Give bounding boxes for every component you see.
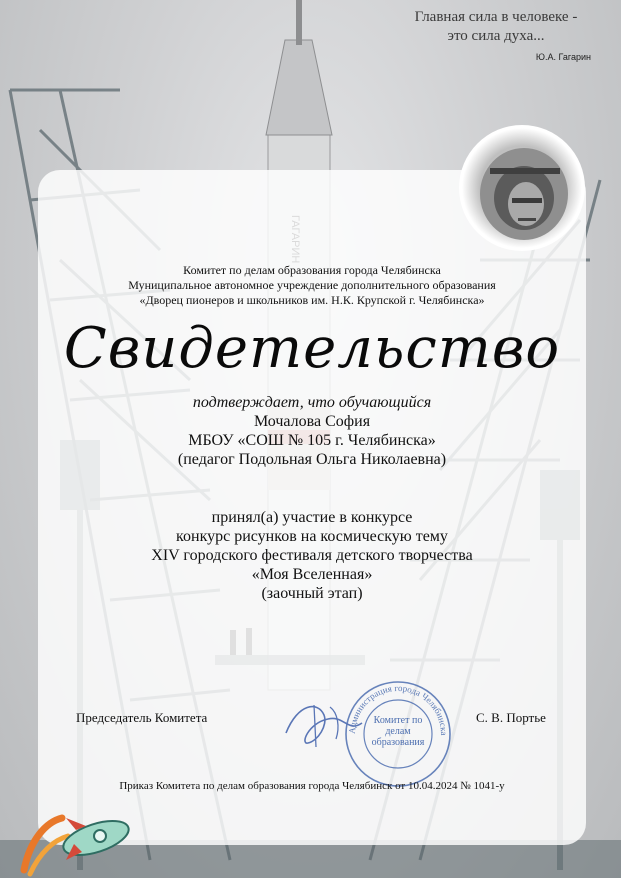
recipient-intro: подтверждает, что обучающийся (192, 394, 432, 411)
signer-role: Председатель Комитета (76, 710, 208, 725)
recipient-school: МБОУ «СОШ № 105 г. Челябинска» (188, 432, 436, 449)
signer-name: С. В. Портье (476, 710, 546, 725)
event-line-1: принял(а) участие в конкурсе (211, 509, 413, 526)
epigraph (401, 8, 591, 62)
certificate-title: Свидетельство (63, 316, 561, 381)
event-line-4: «Моя Вселенная» (251, 566, 373, 583)
event-line-3: XIV городского фестиваля детского творчества (151, 547, 473, 564)
organization-line-3: «Дворец пионеров и школьников им. Н.К. Крупской г. Челябинска» (139, 293, 485, 307)
organization-line-1: Комитет по делам образования города Челябинска (183, 263, 441, 277)
recipient-teacher: (педагог Подольная Ольга Николаевна) (177, 451, 447, 468)
epigraph-line-2: это сила духа... (447, 28, 545, 44)
epigraph-line-1: Главная сила в человеке - (414, 9, 578, 25)
recipient-name: Мочалова София (253, 413, 371, 430)
cartoon-rocket-icon (16, 800, 136, 878)
stamp-center-text: Комитет по делам образования (371, 715, 425, 748)
organization-line-2: Муниципальное автономное учреждение дополнительного образования (128, 278, 496, 292)
gagarin-portrait (462, 128, 582, 248)
handwritten-signature (278, 693, 370, 753)
order-reference: Приказ Комитета по делам образования города Челябинск от 10.04.2024 № 1041-у (119, 780, 505, 792)
recipient-block (38, 393, 586, 469)
event-block (38, 508, 586, 603)
stamp-ring-text: Администрация города Челябинска (346, 682, 450, 736)
event-line-2: конкурс рисунков на космическую тему (176, 528, 448, 545)
event-line-5: (заочный этап) (261, 585, 363, 602)
organization-header (38, 263, 586, 308)
epigraph-author: Ю.А. Гагарин (535, 52, 591, 62)
